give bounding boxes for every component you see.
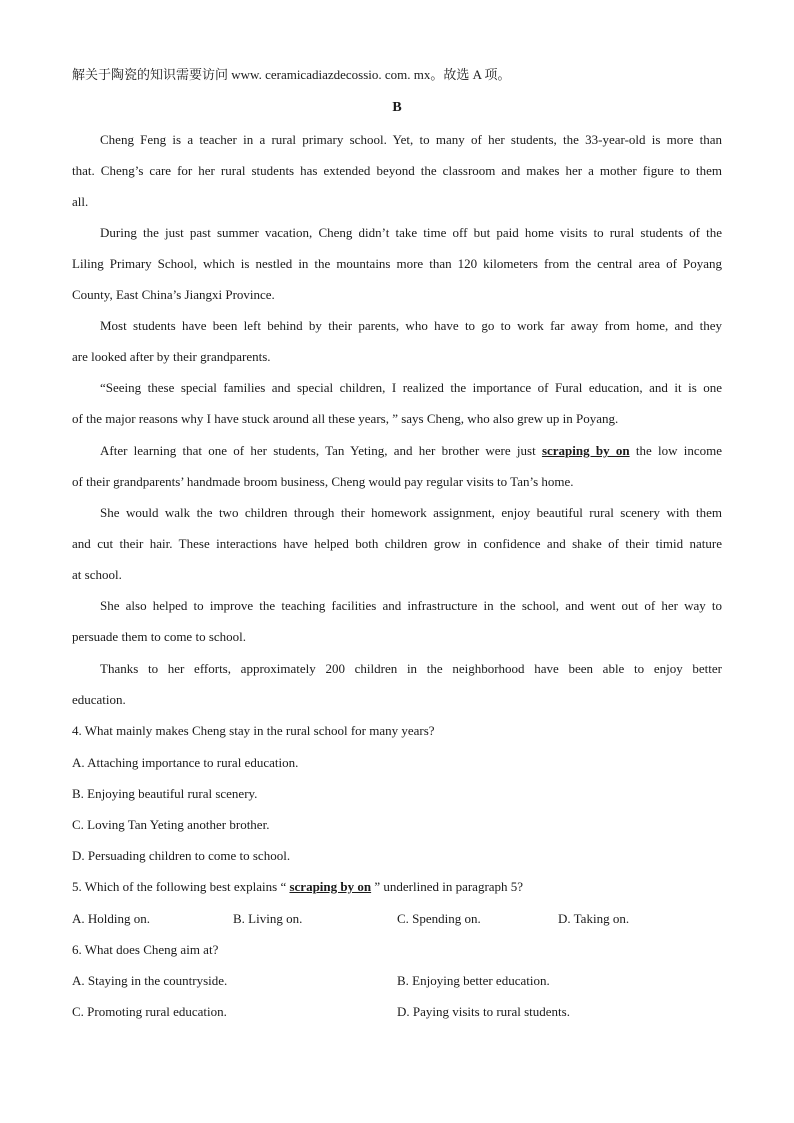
section-heading: B: [392, 100, 402, 115]
question-4-option-d: D. Persuading children to come to school.: [72, 848, 291, 863]
question-4-option-a: A. Attaching importance to rural education.: [72, 755, 299, 770]
question-6-option-c: C. Promoting rural education.: [72, 1004, 227, 1019]
text-fragment: ” underlined in paragraph 5?: [371, 879, 524, 894]
paragraph-line: She would walk the two children through their homework assignment, enjoy beautiful rural scenery with them: [100, 505, 722, 520]
text-fragment: After learning that one of her students, Tan Yeting, and her brother were just: [100, 443, 542, 458]
paragraph-3: [72, 318, 722, 380]
question-5-option-b: B. Living on.: [233, 911, 303, 926]
intro-line: 解关于陶瓷的知识需要访问 www. ceramicadiazdecossio. com. mx。故选 A 项。: [72, 67, 511, 82]
paragraph-line: Thanks to her efforts, approximately 200 children in the neighborhood have been able to enjoy better: [100, 661, 722, 676]
paragraph-line: of the major reasons why I have stuck around all these years, ” says Cheng, who also grew up in Poyang.: [72, 411, 619, 427]
question-5-option-a: A. Holding on.: [72, 911, 150, 926]
question-6-option-b: B. Enjoying better education.: [397, 973, 550, 988]
paragraph-line: and cut their hair. These interactions have helped both children grow in confidence and shake of their timid nature: [72, 536, 722, 552]
text-fragment: 5. Which of the following best explains “: [72, 879, 290, 894]
text-fragment: the low income: [629, 443, 722, 458]
paragraph-line: Liling Primary School, which is nestled in the mountains more than 120 kilometers from the central area of Poyang: [72, 256, 722, 272]
question-5-stem: [72, 879, 523, 895]
paragraph-6: [72, 505, 722, 599]
underlined-phrase: scraping by on: [289, 879, 372, 894]
paragraph-line: of their grandparents’ handmade broom business, Cheng would pay regular visits to Tan’s home.: [72, 474, 574, 490]
paragraph-line: County, East China’s Jiangxi Province.: [72, 287, 275, 303]
question-6-stem: 6. What does Cheng aim at?: [72, 942, 219, 957]
question-4-stem: 4. What mainly makes Cheng stay in the rural school for many years?: [72, 723, 435, 738]
question-4-option-b: B. Enjoying beautiful rural scenery.: [72, 786, 258, 801]
paragraph-line: persuade them to come to school.: [72, 629, 247, 645]
paragraph-line: are looked after by their grandparents.: [72, 349, 271, 365]
paragraph-1: [72, 132, 722, 226]
paragraph-line: She also helped to improve the teaching facilities and infrastructure in the school, and went out of her way to: [100, 598, 722, 613]
paragraph-line: Cheng Feng is a teacher in a rural primary school. Yet, to many of her students, the 33-year-old is more than: [100, 132, 722, 147]
question-6-option-d: D. Paying visits to rural students.: [397, 1004, 570, 1019]
paragraph-5: [72, 443, 722, 505]
paragraph-line: [72, 443, 722, 459]
question-4-option-c: C. Loving Tan Yeting another brother.: [72, 817, 270, 832]
question-6-option-a: A. Staying in the countryside.: [72, 973, 228, 988]
question-5-option-c: C. Spending on.: [397, 911, 481, 926]
paragraph-line: During the just past summer vacation, Cheng didn’t take time off but paid home visits to rural students of the: [100, 225, 722, 240]
underlined-phrase: scraping by on: [541, 443, 630, 458]
paragraph-line: all.: [72, 194, 89, 210]
paragraph-line: that. Cheng’s care for her rural students has extended beyond the classroom and makes her a mother figure to them: [72, 163, 722, 179]
paragraph-line: “Seeing these special families and special children, I realized the importance of Fural education, and it is one: [100, 380, 722, 395]
paragraph-4: [72, 380, 722, 442]
paragraph-line: Most students have been left behind by their parents, who have to go to work far away from home, and they: [100, 318, 722, 333]
paragraph-8: [72, 661, 722, 723]
paragraph-line: education.: [72, 692, 126, 708]
paragraph-2: [72, 225, 722, 319]
paragraph-7: [72, 598, 722, 660]
paragraph-line: at school.: [72, 567, 122, 583]
question-5-option-d: D. Taking on.: [558, 911, 630, 926]
